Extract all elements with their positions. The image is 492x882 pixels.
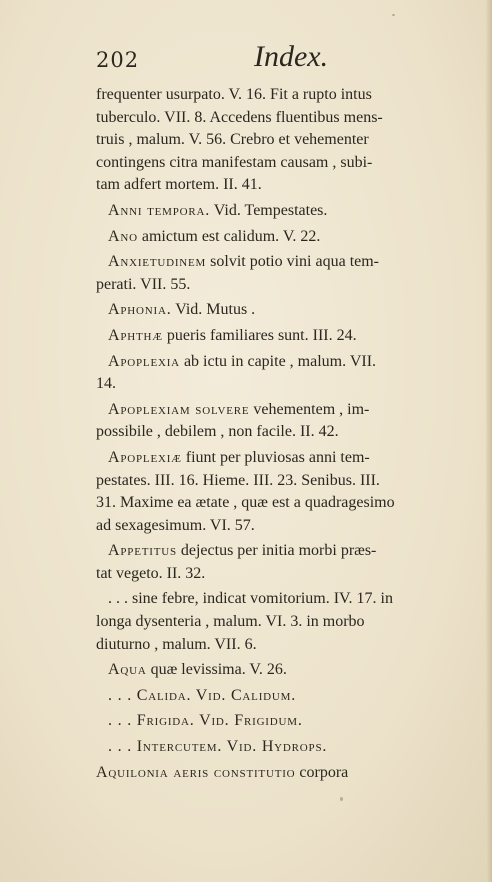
entry-line: 14. [96,375,116,393]
paper-speck [340,797,343,801]
index-entry-apoplexia [96,351,456,396]
index-entry-apoplexiae [96,447,456,537]
page-number: 202 [96,48,140,72]
entry-line: Vid. Tempestates. [210,201,328,219]
index-entry-intercutem [96,736,456,759]
entry-headword: Aqua [108,661,147,679]
entry-line: quæ levissima. V. 26. [146,661,287,679]
entry-line: diuturno , malum. VII. 6. [96,635,257,653]
index-entry-appetitus [96,540,456,585]
entry-line: pueris familiares sunt. III. 24. [162,326,357,344]
index-entry-apoplexiam [96,399,456,444]
index-entry-anxietudinem [96,251,456,296]
entry-line: . . . Calida. Vid. Calidum. [108,686,297,704]
entry-line: dejectus per initia morbi præs- [176,542,377,560]
entry-line: solvit potio vini aqua tem- [206,253,380,271]
entry-line: . . . sine febre, indicat vomitorium. IV. 17. in [108,590,393,608]
entry-line: amictum est calidum. V. 22. [137,227,321,245]
entry-headword: Apoplexiæ [108,448,182,466]
entry-headword: Aphonia. [108,301,172,319]
entry-headword: Ano [108,227,138,245]
entry-headword: Aphthæ [108,326,163,344]
entry-line: pestates. III. 16. Hieme. III. 23. Senibus. III. [96,471,380,489]
entry-line: corpora [295,763,349,781]
index-body [96,84,456,787]
entry-headword: Appetitus [108,542,177,560]
entry-line: possibile , debilem , non facile. II. 42. [96,423,339,441]
entry-line: ad sexagesimum. VI. 57. [96,516,255,534]
entry-line: perati. VII. 55. [96,275,191,293]
entry-line: tuberculo. VII. 8. Accedens fluentibus mens- [96,108,383,126]
index-entry-aqua [96,659,456,682]
index-entry-calida [96,685,456,708]
index-entry-sine-febre [96,588,456,656]
index-entry-frigida [96,710,456,733]
entry-headword: Apoplexiam solvere [108,400,250,418]
entry-headword: Aquilonia aeris constitutio [96,763,296,781]
page-edge [486,0,492,882]
running-head: Index. [254,40,329,73]
index-entry-anni-tempora [96,200,456,223]
entry-line: tat vegeto. II. 32. [96,564,206,582]
entry-line: truis , malum. V. 56. Crebro et vehementer [96,131,369,149]
entry-line: . . . Intercutem. Vid. Hydrops. [108,738,328,756]
entry-headword: Anxietudinem [108,253,207,271]
entry-line: tam adfert mortem. II. 41. [96,176,262,194]
index-entry-aphonia [96,299,456,322]
entry-line: 31. Maxime ea ætate , quæ est a quadragesimo [96,494,395,512]
entry-line: fiunt per pluviosas anni tem- [181,448,370,466]
entry-line: ab ictu in capite , malum. VII. [179,352,377,370]
index-entry-continuation [96,84,456,197]
entry-line: contingens citra manifestam causam , subi- [96,153,373,171]
index-entry-ano [96,226,456,249]
entry-line: Vid. Mutus . [171,301,256,319]
page-header [96,40,436,80]
index-entry-aquilonia [96,762,456,785]
entry-line: . . . Frigida. Vid. Frigidum. [108,712,303,730]
entry-headword: Apoplexia [108,352,180,370]
entry-headword: Anni tempora. [108,201,211,219]
paper-speck [392,14,395,16]
entry-line: vehementem , im- [249,400,370,418]
entry-line: longa dysenteria , malum. VI. 3. in morbo [96,613,365,631]
index-entry-aphthae [96,325,456,348]
entry-line: frequenter usurpato. V. 16. Fit a rupto intus [96,86,372,103]
